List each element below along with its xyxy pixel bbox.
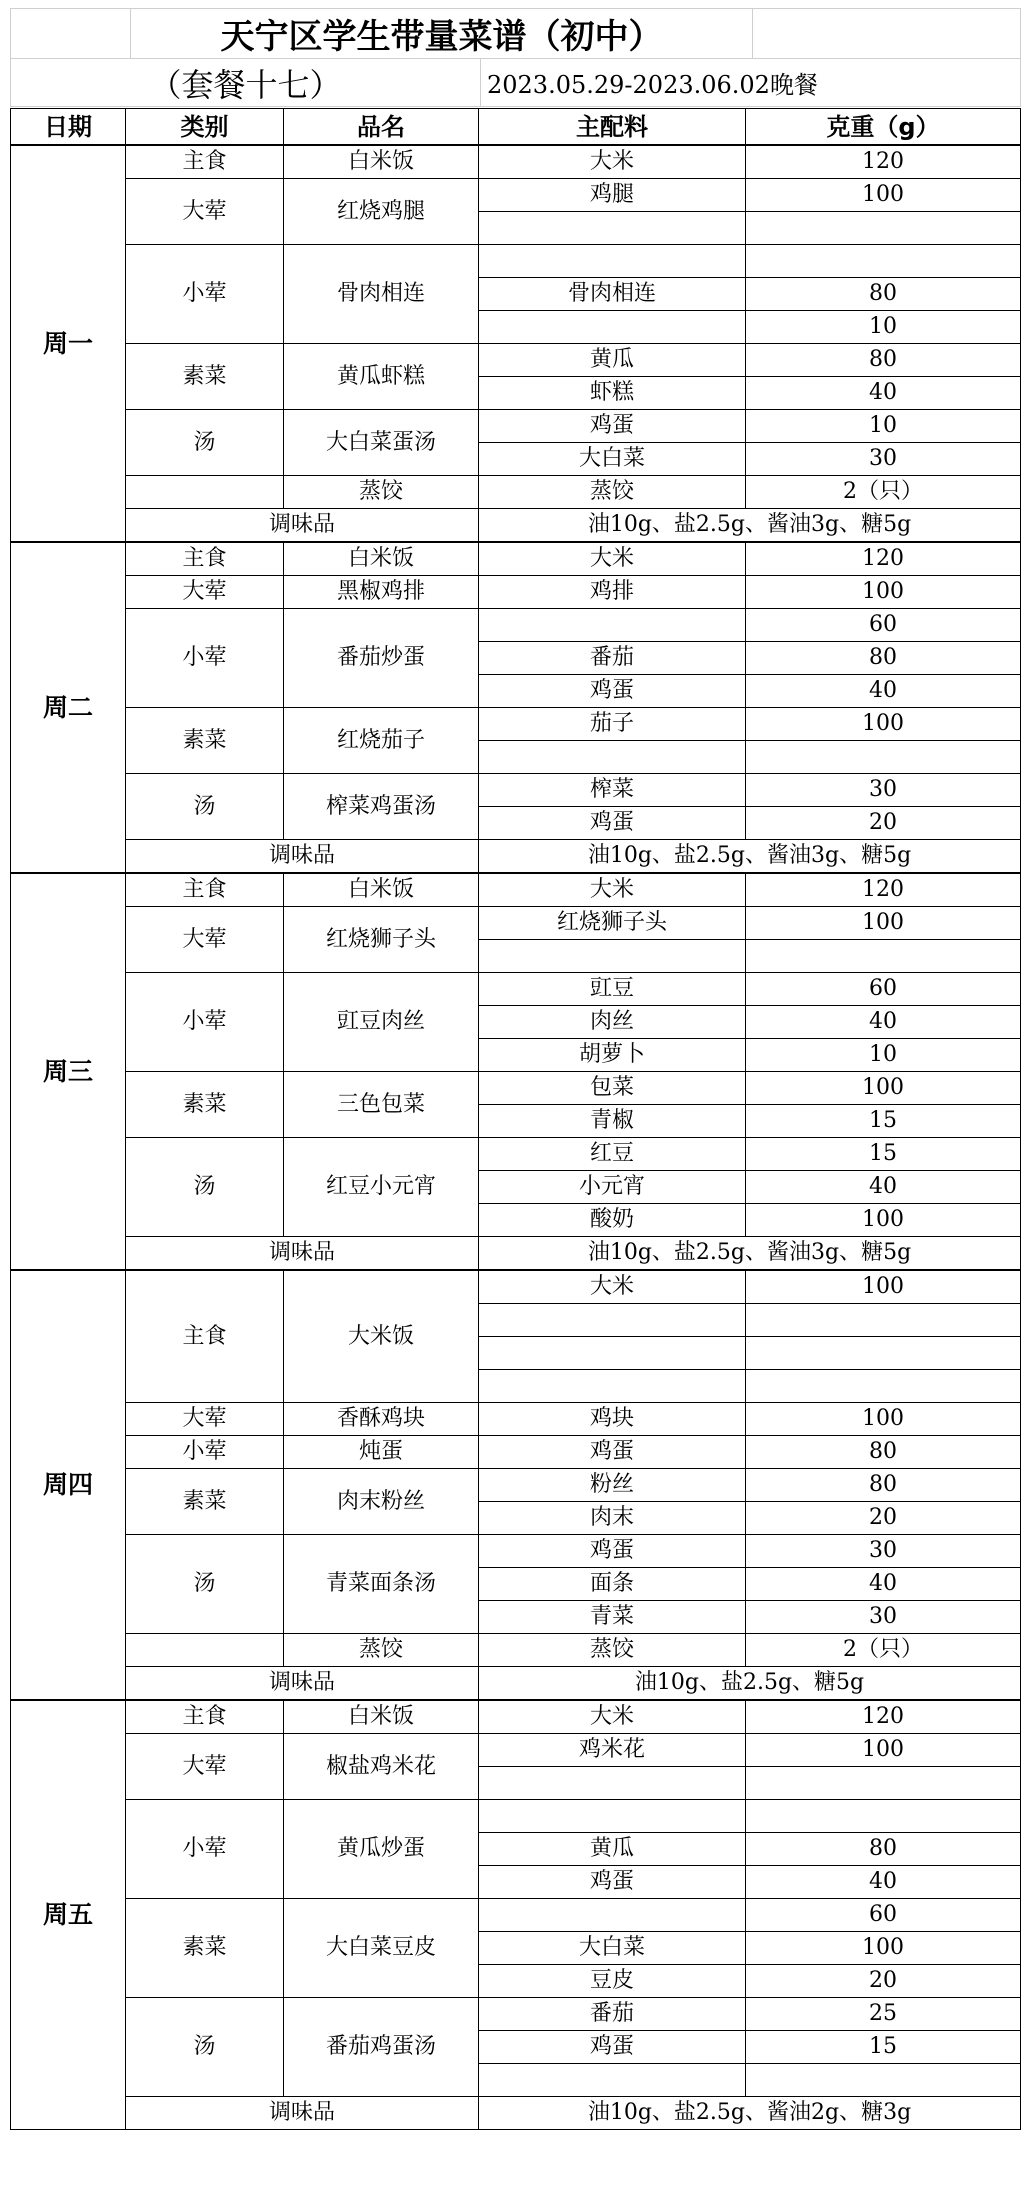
weight-cell: 25 — [746, 1998, 1021, 2031]
ingredient-cell: 鸡腿 — [479, 179, 746, 212]
col-date: 日期 — [11, 109, 126, 146]
table-row — [11, 576, 1021, 609]
title-row — [10, 8, 1021, 59]
weight-cell: 30 — [746, 774, 1021, 807]
weight-cell: 60 — [746, 973, 1021, 1006]
seasoning-label: 调味品 — [126, 840, 479, 874]
weight-cell: 10 — [746, 410, 1021, 443]
weight-cell: 100 — [746, 1072, 1021, 1105]
table-row — [11, 245, 1021, 278]
category-cell: 主食 — [126, 1270, 284, 1403]
ingredient-cell: 鸡蛋 — [479, 807, 746, 840]
ingredient-cell: 大白菜 — [479, 443, 746, 476]
subtitle-row — [10, 58, 1021, 107]
dish-cell: 肉末粉丝 — [284, 1469, 479, 1535]
ingredient-cell: 骨肉相连 — [479, 278, 746, 311]
weight-cell: 40 — [746, 1866, 1021, 1899]
day-label-wed: 周三 — [11, 873, 126, 1270]
dish-cell: 三色包菜 — [284, 1072, 479, 1138]
category-cell — [126, 1634, 284, 1667]
col-dish: 品名 — [284, 109, 479, 146]
weight-cell: 100 — [746, 1932, 1021, 1965]
seasoning-value: 油10g、盐2.5g、酱油3g、糖5g — [479, 509, 1021, 543]
dish-cell: 大米饭 — [284, 1270, 479, 1403]
ingredient-cell — [479, 2064, 746, 2097]
weight-cell: 40 — [746, 675, 1021, 708]
category-cell: 素菜 — [126, 1469, 284, 1535]
weight-cell — [746, 2064, 1021, 2097]
table-row — [11, 410, 1021, 443]
ingredient-cell: 大米 — [479, 542, 746, 576]
category-cell: 小荤 — [126, 1800, 284, 1899]
ingredient-cell: 茄子 — [479, 708, 746, 741]
ingredient-cell: 蒸饺 — [479, 1634, 746, 1667]
weight-cell — [746, 940, 1021, 973]
ingredient-cell: 肉丝 — [479, 1006, 746, 1039]
weight-cell — [746, 741, 1021, 774]
weight-cell: 15 — [746, 1105, 1021, 1138]
table-row — [11, 873, 1021, 907]
day-label-tue: 周二 — [11, 542, 126, 873]
table-row — [11, 145, 1021, 179]
ingredient-cell: 肉末 — [479, 1502, 746, 1535]
category-cell: 主食 — [126, 1700, 284, 1734]
ingredient-cell — [479, 245, 746, 278]
dish-cell: 榨菜鸡蛋汤 — [284, 774, 479, 840]
ingredient-cell — [479, 311, 746, 344]
ingredient-cell: 鸡蛋 — [479, 1866, 746, 1899]
menu-table — [10, 108, 1021, 2130]
weight-cell: 2（只） — [746, 476, 1021, 509]
ingredient-cell: 鸡蛋 — [479, 2031, 746, 2064]
day-label-mon: 周一 — [11, 145, 126, 542]
weight-cell: 100 — [746, 1734, 1021, 1767]
table-row — [11, 1634, 1021, 1667]
menu-title: 天宁区学生带量菜谱（初中） — [131, 9, 753, 59]
weight-cell: 60 — [746, 609, 1021, 642]
dish-cell: 白米饭 — [284, 145, 479, 179]
weight-cell: 80 — [746, 1833, 1021, 1866]
category-cell: 素菜 — [126, 1899, 284, 1998]
dish-cell: 白米饭 — [284, 1700, 479, 1734]
table-row — [11, 1436, 1021, 1469]
weight-cell: 100 — [746, 708, 1021, 741]
ingredient-cell: 青菜 — [479, 1601, 746, 1634]
table-row — [11, 1469, 1021, 1502]
ingredient-cell: 黄瓜 — [479, 1833, 746, 1866]
ingredient-cell: 包菜 — [479, 1072, 746, 1105]
ingredient-cell: 粉丝 — [479, 1469, 746, 1502]
category-cell: 汤 — [126, 774, 284, 840]
weight-cell — [746, 1370, 1021, 1403]
ingredient-cell: 鸡蛋 — [479, 675, 746, 708]
ingredient-cell — [479, 1800, 746, 1833]
category-cell: 主食 — [126, 873, 284, 907]
category-cell: 素菜 — [126, 1072, 284, 1138]
category-cell — [126, 476, 284, 509]
ingredient-cell — [479, 741, 746, 774]
dish-cell: 蒸饺 — [284, 1634, 479, 1667]
ingredient-cell: 红烧狮子头 — [479, 907, 746, 940]
table-row — [11, 1700, 1021, 1734]
weight-cell: 120 — [746, 1700, 1021, 1734]
column-header-row — [11, 109, 1021, 146]
weight-cell — [746, 212, 1021, 245]
weight-cell — [746, 1304, 1021, 1337]
dish-cell: 白米饭 — [284, 873, 479, 907]
dish-cell: 白米饭 — [284, 542, 479, 576]
ingredient-cell: 红豆 — [479, 1138, 746, 1171]
table-row — [11, 509, 1021, 543]
dish-cell: 红烧鸡腿 — [284, 179, 479, 245]
dish-cell: 炖蛋 — [284, 1436, 479, 1469]
ingredient-cell: 大米 — [479, 1270, 746, 1304]
weight-cell: 80 — [746, 344, 1021, 377]
col-weight: 克重（g） — [746, 109, 1021, 146]
ingredient-cell — [479, 1899, 746, 1932]
ingredient-cell: 酸奶 — [479, 1204, 746, 1237]
dish-cell: 番茄鸡蛋汤 — [284, 1998, 479, 2097]
table-row — [11, 973, 1021, 1006]
table-row — [11, 609, 1021, 642]
weight-cell: 30 — [746, 1601, 1021, 1634]
weight-cell: 20 — [746, 1965, 1021, 1998]
table-row — [11, 1667, 1021, 1701]
category-cell: 小荤 — [126, 1436, 284, 1469]
weight-cell — [746, 245, 1021, 278]
weight-cell: 2（只） — [746, 1634, 1021, 1667]
category-cell: 汤 — [126, 1535, 284, 1634]
seasoning-value: 油10g、盐2.5g、糖5g — [479, 1667, 1021, 1701]
weight-cell: 80 — [746, 642, 1021, 675]
table-row — [11, 2097, 1021, 2130]
dish-cell: 黑椒鸡排 — [284, 576, 479, 609]
weight-cell: 100 — [746, 1403, 1021, 1436]
ingredient-cell: 豇豆 — [479, 973, 746, 1006]
ingredient-cell: 鸡蛋 — [479, 410, 746, 443]
seasoning-label: 调味品 — [126, 1237, 479, 1271]
category-cell: 主食 — [126, 542, 284, 576]
ingredient-cell: 番茄 — [479, 1998, 746, 2031]
ingredient-cell — [479, 1304, 746, 1337]
ingredient-cell — [479, 609, 746, 642]
category-cell: 素菜 — [126, 344, 284, 410]
ingredient-cell — [479, 940, 746, 973]
dish-cell: 骨肉相连 — [284, 245, 479, 344]
weight-cell: 10 — [746, 311, 1021, 344]
table-row — [11, 1270, 1021, 1304]
weight-cell — [746, 1337, 1021, 1370]
dish-cell: 青菜面条汤 — [284, 1535, 479, 1634]
weight-cell: 15 — [746, 1138, 1021, 1171]
ingredient-cell: 大米 — [479, 1700, 746, 1734]
table-row — [11, 344, 1021, 377]
day-label-thu: 周四 — [11, 1270, 126, 1700]
weight-cell: 40 — [746, 1006, 1021, 1039]
weight-cell: 20 — [746, 807, 1021, 840]
weight-cell: 40 — [746, 1171, 1021, 1204]
table-row — [11, 1899, 1021, 1932]
category-cell: 大荤 — [126, 1403, 284, 1436]
dish-cell: 番茄炒蛋 — [284, 609, 479, 708]
dish-cell: 红豆小元宵 — [284, 1138, 479, 1237]
table-row — [11, 1138, 1021, 1171]
weight-cell: 120 — [746, 873, 1021, 907]
weight-cell: 100 — [746, 1270, 1021, 1304]
category-cell: 素菜 — [126, 708, 284, 774]
weight-cell: 40 — [746, 377, 1021, 410]
weight-cell: 10 — [746, 1039, 1021, 1072]
ingredient-cell: 大米 — [479, 145, 746, 179]
table-row — [11, 476, 1021, 509]
day-label-fri: 周五 — [11, 1700, 126, 2130]
category-cell: 小荤 — [126, 245, 284, 344]
ingredient-cell: 大米 — [479, 873, 746, 907]
dish-cell: 椒盐鸡米花 — [284, 1734, 479, 1800]
ingredient-cell — [479, 212, 746, 245]
category-cell: 小荤 — [126, 609, 284, 708]
ingredient-cell: 豆皮 — [479, 1965, 746, 1998]
weight-cell: 40 — [746, 1568, 1021, 1601]
seasoning-label: 调味品 — [126, 2097, 479, 2130]
category-cell: 大荤 — [126, 907, 284, 973]
category-cell: 汤 — [126, 1998, 284, 2097]
set-name: （套餐十七） — [11, 59, 481, 107]
weight-cell — [746, 1800, 1021, 1833]
table-row — [11, 1237, 1021, 1271]
category-cell: 大荤 — [126, 179, 284, 245]
ingredient-cell: 大白菜 — [479, 1932, 746, 1965]
weight-cell: 60 — [746, 1899, 1021, 1932]
table-row — [11, 179, 1021, 212]
ingredient-cell — [479, 1337, 746, 1370]
dish-cell: 蒸饺 — [284, 476, 479, 509]
table-row — [11, 907, 1021, 940]
category-cell: 主食 — [126, 145, 284, 179]
dish-cell: 红烧狮子头 — [284, 907, 479, 973]
ingredient-cell: 青椒 — [479, 1105, 746, 1138]
dish-cell: 黄瓜虾糕 — [284, 344, 479, 410]
weight-cell: 100 — [746, 907, 1021, 940]
category-cell: 汤 — [126, 1138, 284, 1237]
seasoning-value: 油10g、盐2.5g、酱油3g、糖5g — [479, 1237, 1021, 1271]
weight-cell: 100 — [746, 179, 1021, 212]
weight-cell: 120 — [746, 542, 1021, 576]
weight-cell — [746, 1767, 1021, 1800]
table-row — [11, 1800, 1021, 1833]
dish-cell: 大白菜蛋汤 — [284, 410, 479, 476]
table-row — [11, 1072, 1021, 1105]
ingredient-cell: 番茄 — [479, 642, 746, 675]
ingredient-cell: 鸡块 — [479, 1403, 746, 1436]
weight-cell: 30 — [746, 1535, 1021, 1568]
dish-cell: 豇豆肉丝 — [284, 973, 479, 1072]
col-category: 类别 — [126, 109, 284, 146]
weight-cell: 15 — [746, 2031, 1021, 2064]
ingredient-cell: 鸡蛋 — [479, 1436, 746, 1469]
table-row — [11, 1535, 1021, 1568]
ingredient-cell: 小元宵 — [479, 1171, 746, 1204]
dish-cell: 黄瓜炒蛋 — [284, 1800, 479, 1899]
ingredient-cell: 胡萝卜 — [479, 1039, 746, 1072]
table-row — [11, 774, 1021, 807]
seasoning-value: 油10g、盐2.5g、酱油3g、糖5g — [479, 840, 1021, 874]
seasoning-label: 调味品 — [126, 1667, 479, 1701]
category-cell: 大荤 — [126, 1734, 284, 1800]
table-row — [11, 1998, 1021, 2031]
ingredient-cell: 面条 — [479, 1568, 746, 1601]
table-row — [11, 1734, 1021, 1767]
category-cell: 大荤 — [126, 576, 284, 609]
ingredient-cell — [479, 1767, 746, 1800]
ingredient-cell — [479, 1370, 746, 1403]
ingredient-cell: 榨菜 — [479, 774, 746, 807]
ingredient-cell: 虾糕 — [479, 377, 746, 410]
weight-cell: 80 — [746, 278, 1021, 311]
table-row — [11, 708, 1021, 741]
ingredient-cell: 鸡米花 — [479, 1734, 746, 1767]
table-row — [11, 840, 1021, 874]
category-cell: 汤 — [126, 410, 284, 476]
ingredient-cell: 蒸饺 — [479, 476, 746, 509]
seasoning-label: 调味品 — [126, 509, 479, 543]
table-row — [11, 1403, 1021, 1436]
weight-cell: 100 — [746, 576, 1021, 609]
date-range: 2023.05.29-2023.06.02晚餐 — [481, 59, 1021, 107]
dish-cell: 大白菜豆皮 — [284, 1899, 479, 1998]
ingredient-cell: 黄瓜 — [479, 344, 746, 377]
category-cell: 小荤 — [126, 973, 284, 1072]
weight-cell: 80 — [746, 1436, 1021, 1469]
table-row — [11, 542, 1021, 576]
weight-cell: 120 — [746, 145, 1021, 179]
weight-cell: 80 — [746, 1469, 1021, 1502]
col-ingredient: 主配料 — [479, 109, 746, 146]
weight-cell: 20 — [746, 1502, 1021, 1535]
dish-cell: 红烧茄子 — [284, 708, 479, 774]
seasoning-value: 油10g、盐2.5g、酱油2g、糖3g — [479, 2097, 1021, 2130]
ingredient-cell: 鸡蛋 — [479, 1535, 746, 1568]
dish-cell: 香酥鸡块 — [284, 1403, 479, 1436]
weight-cell: 100 — [746, 1204, 1021, 1237]
ingredient-cell: 鸡排 — [479, 576, 746, 609]
weight-cell: 30 — [746, 443, 1021, 476]
